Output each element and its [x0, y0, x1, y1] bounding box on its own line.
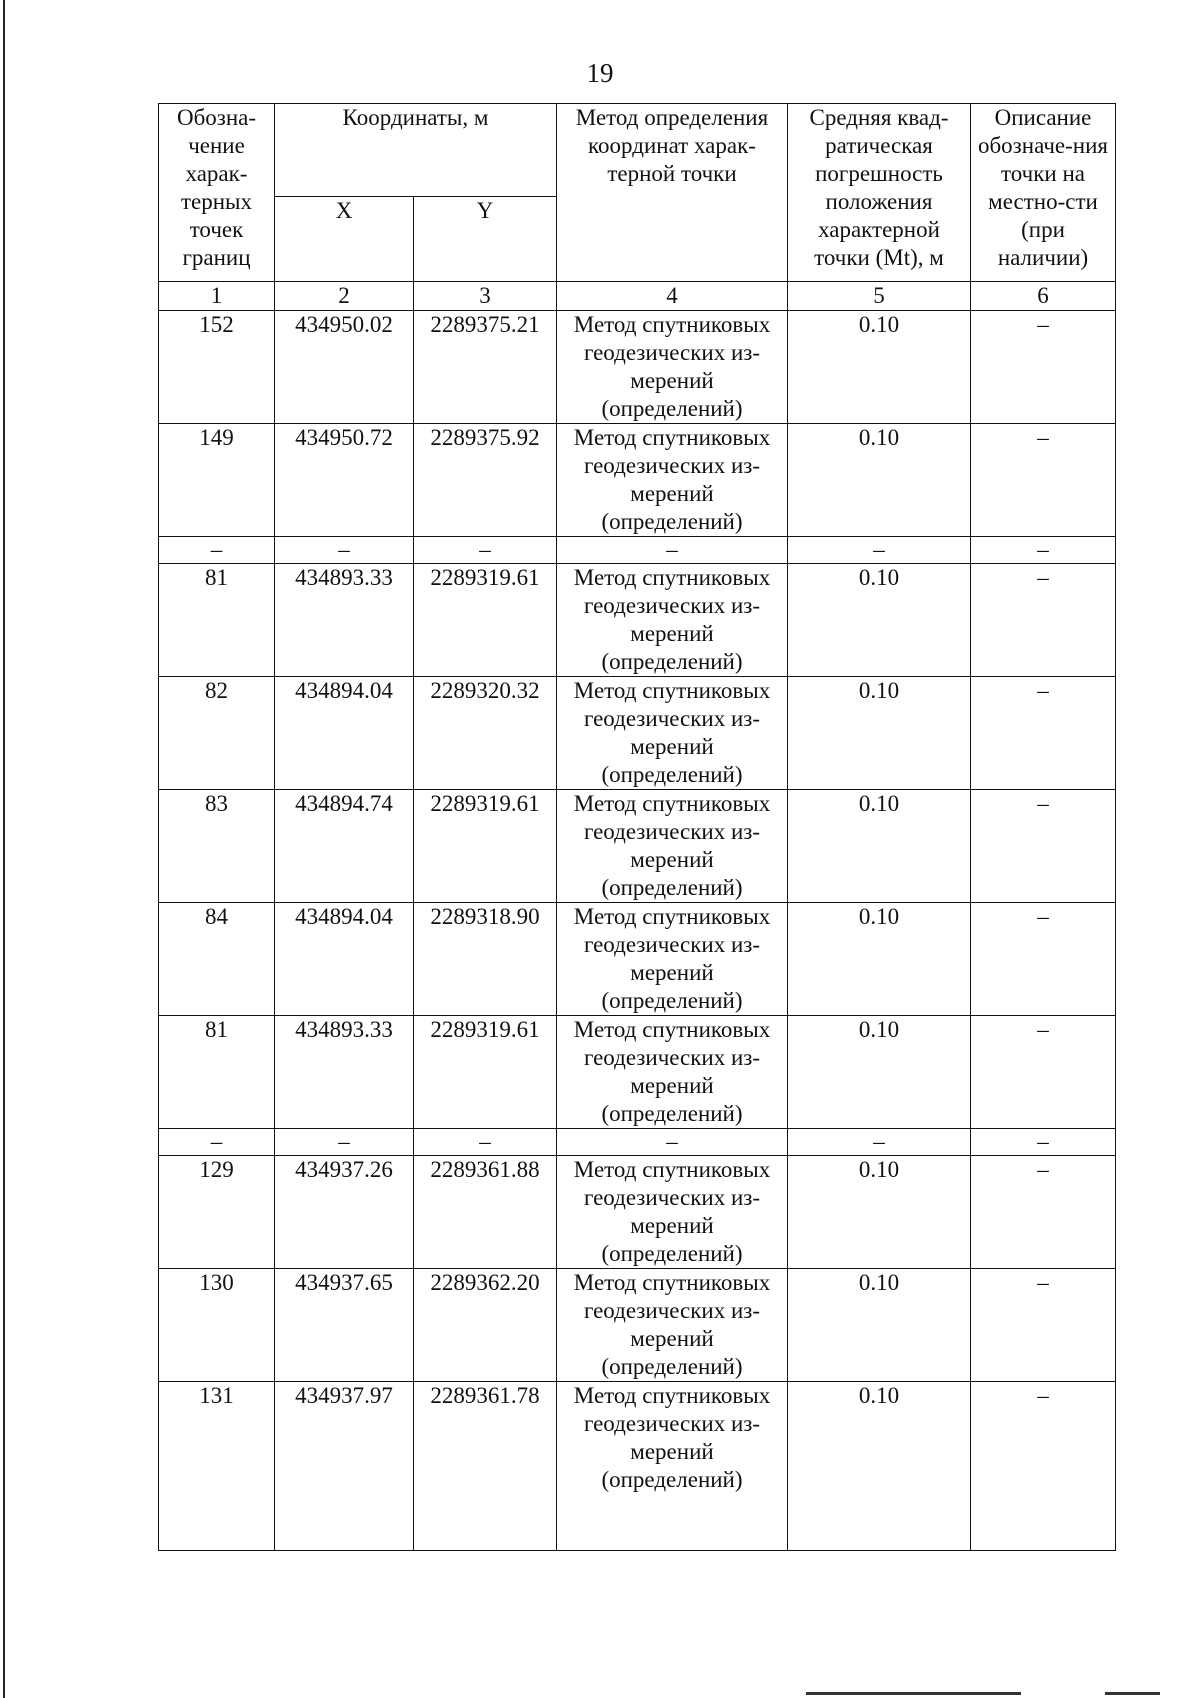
header-coordinates: Координаты, м — [275, 104, 557, 197]
cell-y: 2289362.20 — [414, 1269, 557, 1382]
cell-error: 0.10 — [788, 1269, 971, 1382]
cell-description: – — [971, 1156, 1116, 1269]
cell-point: – — [159, 537, 275, 564]
column-number: 4 — [557, 282, 788, 311]
cell-x: 434893.33 — [275, 1016, 414, 1129]
cell-method: Метод спутниковых геодезических из-мерений (определений) — [557, 1382, 788, 1551]
cell-point: 131 — [159, 1382, 275, 1551]
cell-error: 0.10 — [788, 790, 971, 903]
cell-method: Метод спутниковых геодезических из-мерений (определений) — [557, 903, 788, 1016]
cell-point: 84 — [159, 903, 275, 1016]
cell-method: Метод спутниковых геодезических из-мерений (определений) — [557, 1016, 788, 1129]
page-left-edge — [3, 0, 5, 1698]
table-row — [159, 1129, 1116, 1156]
cell-error: 0.10 — [788, 424, 971, 537]
cell-method: Метод спутниковых геодезических из-мерений (определений) — [557, 1269, 788, 1382]
cell-description: – — [971, 537, 1116, 564]
cell-y: 2289361.88 — [414, 1156, 557, 1269]
header-method: Метод определения координат харак-терной точки — [557, 104, 788, 282]
cell-y: 2289318.90 — [414, 903, 557, 1016]
cell-description: – — [971, 903, 1116, 1016]
cell-error: 0.10 — [788, 564, 971, 677]
cell-x: – — [275, 1129, 414, 1156]
cell-method: Метод спутниковых геодезических из-мерений (определений) — [557, 311, 788, 424]
cell-point: 149 — [159, 424, 275, 537]
table-row — [159, 790, 1116, 903]
cell-y: – — [414, 1129, 557, 1156]
cell-point: 81 — [159, 564, 275, 677]
cell-y: 2289319.61 — [414, 790, 557, 903]
cell-method: – — [557, 1129, 788, 1156]
cell-point: 152 — [159, 311, 275, 424]
cell-y: 2289320.32 — [414, 677, 557, 790]
cell-y: – — [414, 537, 557, 564]
cell-description: – — [971, 790, 1116, 903]
table-row — [159, 537, 1116, 564]
cell-description: – — [971, 1269, 1116, 1382]
cell-x: 434894.04 — [275, 677, 414, 790]
cell-x: 434894.74 — [275, 790, 414, 903]
cell-description: – — [971, 677, 1116, 790]
cell-description: – — [971, 311, 1116, 424]
cell-error: 0.10 — [788, 1382, 971, 1551]
cell-y: 2289375.92 — [414, 424, 557, 537]
cell-y: 2289319.61 — [414, 564, 557, 677]
table-row — [159, 1382, 1116, 1551]
column-number: 1 — [159, 282, 275, 311]
cell-description: – — [971, 424, 1116, 537]
table-row — [159, 564, 1116, 677]
cell-method: Метод спутниковых геодезических из-мерений (определений) — [557, 1156, 788, 1269]
table-row — [159, 311, 1116, 424]
cell-point: 81 — [159, 1016, 275, 1129]
cell-x: 434937.97 — [275, 1382, 414, 1551]
cell-point: – — [159, 1129, 275, 1156]
header-x: X — [275, 197, 414, 282]
table-row — [159, 677, 1116, 790]
cell-error: – — [788, 537, 971, 564]
header-description: Описание обозначе-ния точки на местно-сти (при наличии) — [971, 104, 1116, 282]
cell-y: 2289375.21 — [414, 311, 557, 424]
table-row — [159, 1269, 1116, 1382]
cell-x: 434937.65 — [275, 1269, 414, 1382]
cell-description: – — [971, 564, 1116, 677]
cell-x: 434937.26 — [275, 1156, 414, 1269]
cell-error: 0.10 — [788, 311, 971, 424]
cell-error: 0.10 — [788, 1016, 971, 1129]
column-number: 2 — [275, 282, 414, 311]
cell-x: – — [275, 537, 414, 564]
scan-artifact — [1105, 1692, 1160, 1695]
header-designation: Обозна-чение харак-терных точек границ — [159, 104, 275, 282]
table-row — [159, 424, 1116, 537]
column-number-row — [159, 282, 1116, 311]
cell-point: 130 — [159, 1269, 275, 1382]
cell-description: – — [971, 1382, 1116, 1551]
column-number: 6 — [971, 282, 1116, 311]
cell-point: 82 — [159, 677, 275, 790]
cell-description: – — [971, 1129, 1116, 1156]
cell-method: – — [557, 537, 788, 564]
cell-y: 2289319.61 — [414, 1016, 557, 1129]
cell-point: 129 — [159, 1156, 275, 1269]
cell-error: – — [788, 1129, 971, 1156]
cell-method: Метод спутниковых геодезических из-мерений (определений) — [557, 424, 788, 537]
scan-artifact — [806, 1692, 1021, 1695]
table-row — [159, 903, 1116, 1016]
cell-x: 434950.72 — [275, 424, 414, 537]
cell-x: 434893.33 — [275, 564, 414, 677]
cell-x: 434894.04 — [275, 903, 414, 1016]
column-number: 5 — [788, 282, 971, 311]
cell-error: 0.10 — [788, 903, 971, 1016]
cell-method: Метод спутниковых геодезических из-мерений (определений) — [557, 564, 788, 677]
cell-point: 83 — [159, 790, 275, 903]
cell-method: Метод спутниковых геодезических из-мерений (определений) — [557, 677, 788, 790]
table-row — [159, 1156, 1116, 1269]
page-number: 19 — [586, 58, 614, 88]
table-row — [159, 1016, 1116, 1129]
cell-description: – — [971, 1016, 1116, 1129]
cell-y: 2289361.78 — [414, 1382, 557, 1551]
cell-method: Метод спутниковых геодезических из-мерений (определений) — [557, 790, 788, 903]
header-error: Средняя квад-ратическая погрешность положения характерной точки (Mt), м — [788, 104, 971, 282]
cell-x: 434950.02 — [275, 311, 414, 424]
column-number: 3 — [414, 282, 557, 311]
coordinates-table — [158, 103, 1116, 1551]
header-y: Y — [414, 197, 557, 282]
cell-error: 0.10 — [788, 677, 971, 790]
cell-error: 0.10 — [788, 1156, 971, 1269]
